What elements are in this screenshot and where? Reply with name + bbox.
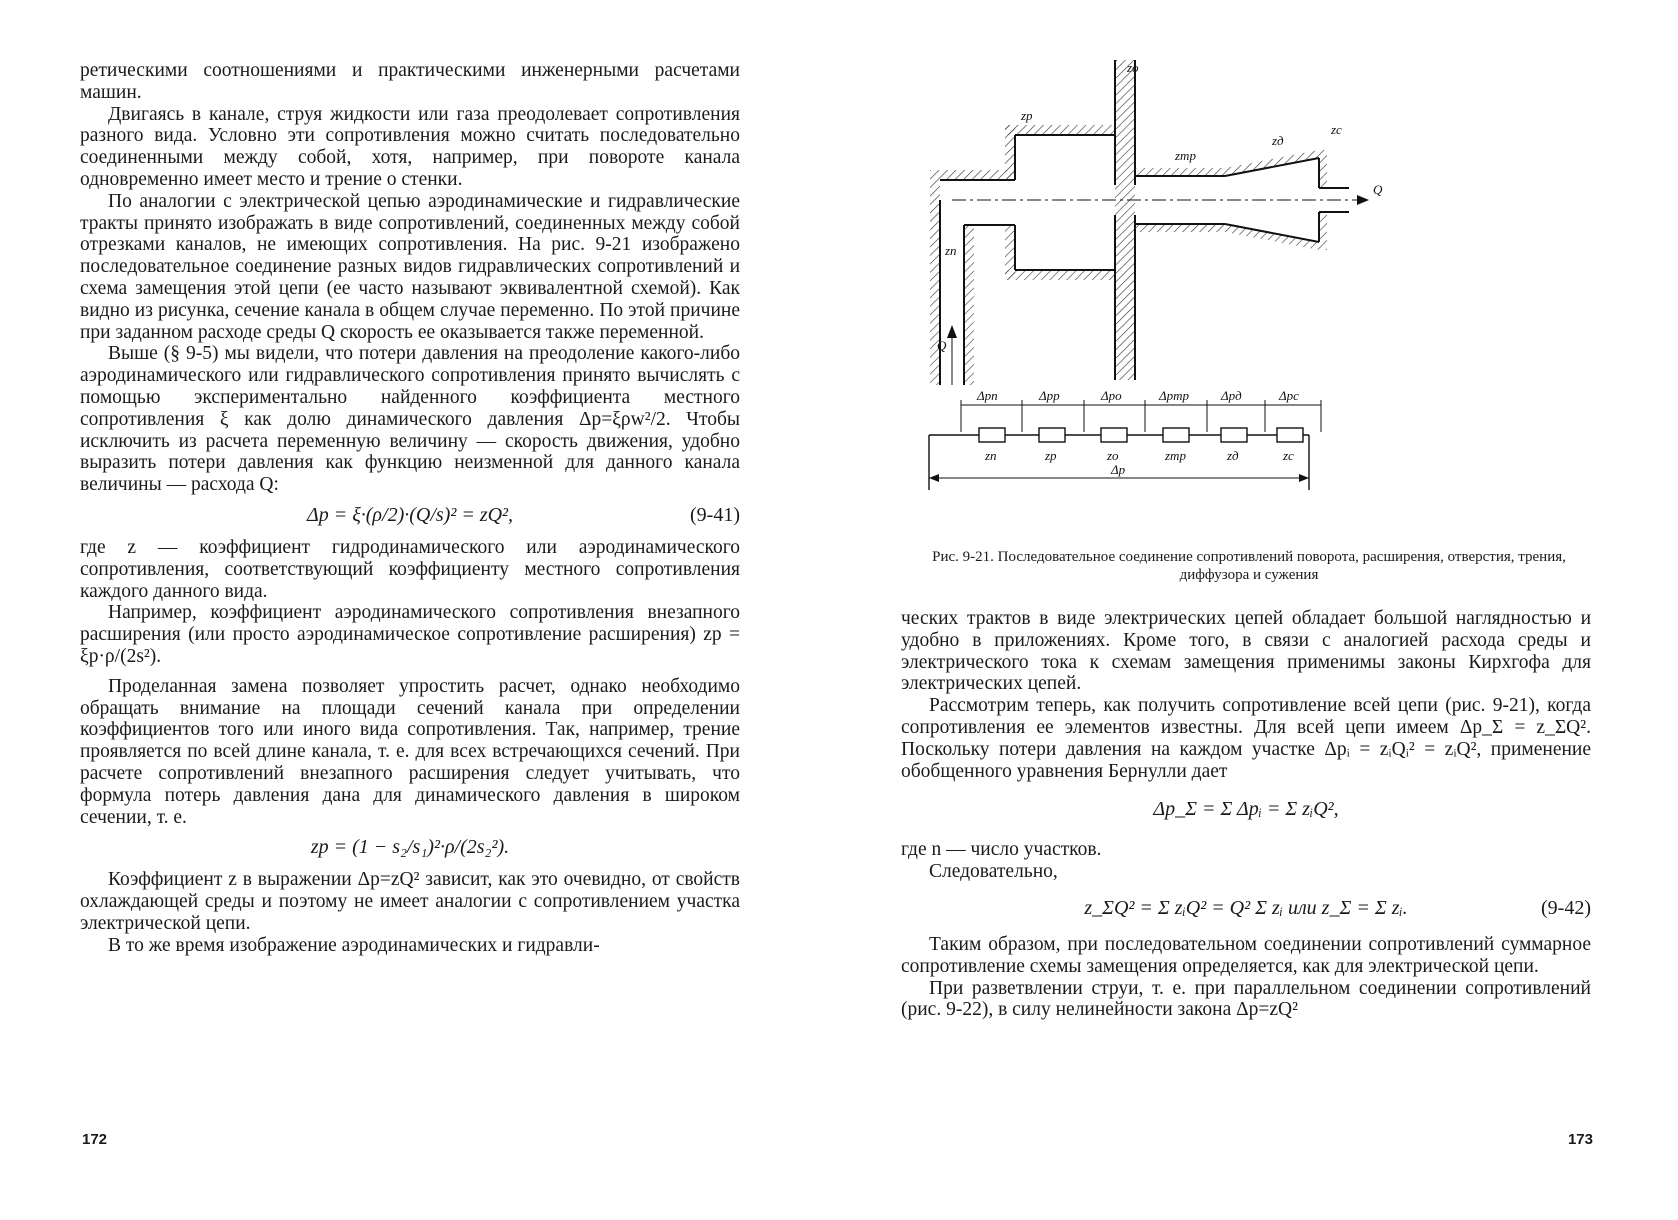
- paragraph: где z — коэффициент гидродинамического или аэродинамического сопротивления, соответствующий коэффициенту местного сопротивления каждого данного вида.: [80, 536, 740, 602]
- page-number: 173: [1567, 1131, 1593, 1148]
- label-zc: zс: [1331, 122, 1342, 137]
- formula-9-41: [80, 504, 740, 527]
- formula-expression: z_ΣQ² = Σ zᵢQ² = Q² Σ zᵢ или z_Σ = Σ zᵢ.: [1084, 896, 1408, 919]
- formula-sum: [901, 798, 1591, 821]
- label-q-out: Q: [1373, 182, 1383, 197]
- left-text-column: [80, 60, 740, 956]
- paragraph: Таким образом, при последовательном соединении сопротивлений суммарное сопротивление схемы замещения определяется, как для электрической цепи.: [901, 933, 1591, 977]
- label-ztr: zтр: [1175, 148, 1196, 163]
- label-dp-p: Δpр: [1039, 388, 1060, 403]
- formula-9-42: [901, 897, 1591, 920]
- page-number: 172: [82, 1131, 108, 1148]
- label-zp-circ: zр: [1045, 448, 1057, 463]
- formula-zp: [80, 836, 740, 859]
- formula-expression: Δp_Σ = Σ Δpᵢ = Σ zᵢQ²,: [1153, 798, 1339, 821]
- formula-number: (9-42): [1541, 896, 1591, 919]
- label-ztr-circ: zтр: [1165, 448, 1186, 463]
- formula-number: (9-41): [690, 503, 740, 526]
- paragraph: Следовательно,: [929, 861, 1058, 883]
- paragraph: Двигаясь в канале, струя жидкости или газа преодолевает сопротивления разного вида. Условно эти сопротивления можно считать последовательно соединенными между собой, хотя, например, при повороте канала одновременно имеет место и трение о стенки.: [80, 103, 740, 190]
- paragraph: ретическими соотношениями и практическими инженерными расчетами машин.: [80, 60, 740, 103]
- paragraph: ческих трактов в виде электрических цепей обладает большой наглядностью и удобно в приложениях. Кроме того, в связи с аналогией расхода среды и электрического тока к схемам замещения применимы законы Кирхгофа для электрических цепей.: [901, 608, 1591, 695]
- right-text-column: [901, 608, 1591, 1021]
- label-zc-circ: zс: [1283, 448, 1294, 463]
- formula-expression: zр = (1 − s₂/s₁)²·ρ/(2s₂²).: [310, 836, 510, 859]
- label-zd: zд: [1272, 133, 1284, 148]
- figure-9-21: [879, 60, 1639, 530]
- label-zp: zр: [1021, 108, 1033, 123]
- label-zn: zп: [945, 243, 957, 258]
- label-dp-d: Δpд: [1221, 388, 1242, 403]
- paragraph: Рассмотрим теперь, как получить сопротивление всей цепи (рис. 9-21), когда сопротивления ее элементов известны. Для всей цепи имеем Δp_Σ = z_ΣQ². Поскольку потери давления на каждом участке Δpᵢ = zᵢQᵢ² = zᵢQ², применение обобщенного уравнения Бернулли дает: [901, 695, 1591, 782]
- paragraph: В то же время изображение аэродинамических и гидравли-: [108, 934, 600, 956]
- label-zo-circ: zo: [1107, 448, 1119, 463]
- paragraph: Коэффициент z в выражении Δp=zQ² зависит, как это очевидно, от свойств охлаждающей среды и поэтому не имеет аналогии с сопротивлением участка электрической цепи.: [80, 869, 740, 934]
- paragraph: Например, коэффициент аэродинамического сопротивления внезапного расширения (или просто аэродинамическое сопротивление расширения) zр = ξр·ρ/(2s²).: [80, 602, 740, 667]
- duct-diagram: [930, 60, 1369, 385]
- formula-expression: Δp = ξ·(ρ/2)·(Q/s)² = zQ²,: [306, 503, 514, 526]
- label-q-in: Q: [937, 338, 947, 353]
- label-zn-circ: zп: [985, 448, 997, 463]
- label-dp-total: Δp: [1111, 462, 1126, 477]
- label-zd-circ: zд: [1227, 448, 1239, 463]
- figure-caption: Рис. 9-21. Последовательное соединение сопротивлений поворота, расширения, отверстия, трения, диффузора и сужения: [932, 549, 1566, 583]
- paragraph: Выше (§ 9-5) мы видели, что потери давления на преодоление какого-либо аэродинамического или гидравлического сопротивления принято вычислять с помощью экспериментально найденного коэффициента местного сопротивления ξ как долю динамического давления Δp=ξρw²/2. Чтобы исключить из расчета переменную величину — скорость движения, удобно выразить потери давления как функцию неизменной для данного канала величины — расхода Q:: [80, 343, 740, 496]
- label-dp-c: Δpс: [1279, 388, 1299, 403]
- paragraph: Проделанная замена позволяет упростить расчет, однако необходимо обращать внимание на площади сечений канала при определении коэффициентов того или иного вида сопротивления. Так, например, трение проявляется по всей длине канала, т. е. для всех встречающихся сечений. При расчете сопротивлений внезапного расширения следует учитывать, что формула потерь давления дана для динамического давления в широком сечении, т. е.: [80, 675, 740, 828]
- duct-labels: [937, 60, 1383, 353]
- paragraph: где n — число участков.: [901, 839, 1102, 861]
- paragraph: При разветвлении струи, т. е. при параллельном соединении сопротивлений (рис. 9-22), в силу нелинейности закона Δp=zQ²: [901, 977, 1591, 1021]
- paragraph: По аналогии с электрической цепью аэродинамические и гидравлические тракты принято изображать в виде сопротивлений, соединенных между собой отрезками каналов, не имеющих сопротивления. На рис. 9-21 изображено последовательное соединение разных видов гидравлических сопротивлений и схема замещения этой цепи (ее часто называют эквивалентной схемой). Как видно из рисунка, сечение канала в общем случае переменно. По этой причине при заданном расходе среды Q скорость ее оказывается также переменной.: [80, 190, 740, 343]
- right-page: [839, 0, 1678, 1220]
- label-dp-tr: Δpтр: [1159, 388, 1190, 403]
- label-dp-n: Δpп: [977, 388, 998, 403]
- label-zo: zo: [1127, 60, 1139, 75]
- label-dp-o: Δpо: [1101, 388, 1122, 403]
- circuit-labels: [976, 388, 1299, 477]
